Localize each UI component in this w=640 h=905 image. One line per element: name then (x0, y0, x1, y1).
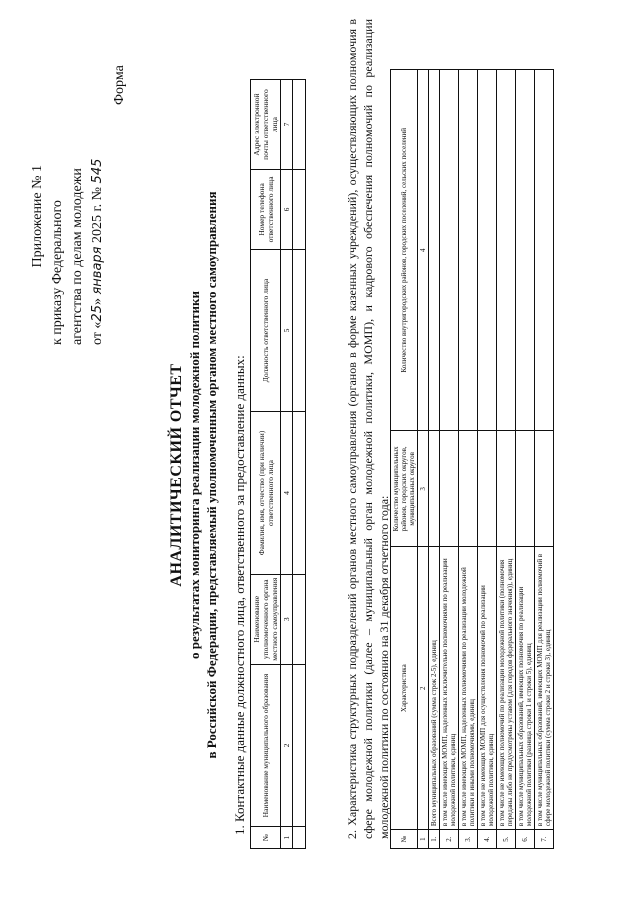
contacts-number-row (281, 80, 293, 849)
row-text: в том числе муниципальных образований, имеющих МОМП для реализации полномочий в сфере молодежной политики (сумма строки 2 и строки 3), единиц (535, 547, 554, 830)
value-cell[interactable] (459, 70, 478, 431)
col-num-7: 7 (281, 80, 293, 170)
table-row (497, 70, 516, 849)
date-year: 2025 г. № (90, 183, 105, 247)
date-prefix: от « (90, 321, 105, 345)
appendix-agency-line: агентства по делам молодежи (70, 168, 85, 345)
char-header-districts: Количество муниципальных районов, городских округов, муниципальных округов (391, 431, 418, 547)
char-header-settlements: Количество внутригородских районов, городских поселений, сельских поселений (391, 70, 418, 431)
empty-cell[interactable] (293, 827, 306, 849)
contacts-header-municipality: Наименование муниципального образования (251, 664, 281, 826)
value-cell[interactable] (497, 70, 516, 431)
row-num: 6. (516, 830, 535, 849)
char-header-num: № (391, 830, 418, 849)
section2-text: 2. Характеристика структурных подразделений органов местного самоуправления (органов в форме казенных учреждений), осуществляющих полномочия в сфере молодежной политики (далее – муниципальный орган молодежной политики, МОМП), и кадрового обеспечения полномочий по реализации молодежной политики по состоянию на 31 декабря отчетного года: (345, 19, 391, 839)
empty-cell[interactable] (293, 249, 306, 411)
value-cell[interactable] (440, 431, 459, 547)
col-num-1: 1 (281, 827, 293, 849)
value-cell[interactable] (459, 431, 478, 547)
contacts-header-row (251, 80, 281, 849)
order-number: 545 (90, 158, 105, 184)
empty-cell[interactable] (293, 80, 306, 170)
col-num-3: 3 (281, 574, 293, 664)
value-cell[interactable] (535, 431, 554, 547)
appendix-date-line (88, 45, 108, 345)
form-label: Форма (112, 65, 127, 105)
contacts-table (250, 79, 306, 849)
table-row (478, 70, 497, 849)
contacts-header-phone: Номер телефона ответственного лица (251, 170, 281, 250)
empty-cell[interactable] (293, 664, 306, 826)
empty-cell[interactable] (293, 574, 306, 664)
table-row (516, 70, 535, 849)
empty-cell[interactable] (293, 412, 306, 574)
date-day: 25 (90, 305, 105, 322)
contacts-empty-row (293, 80, 306, 849)
row-num: 4. (478, 830, 497, 849)
row-text: в том числе муниципальных образований, имеющих полномочия по реализации молодежной политики (разница строки 1 и строки 5), единиц (516, 547, 535, 830)
value-cell[interactable] (429, 431, 440, 547)
row-num: 3. (459, 830, 478, 849)
row-num: 5. (497, 830, 516, 849)
char-number-row (418, 70, 429, 849)
date-mid: » (90, 294, 105, 306)
title-block (168, 155, 220, 795)
row-text: в том числе не имеющих полномочий по реализации молодежной политики (полномочия переданы либо не предусмотрены уставом (для городов федерального значения)), единиц (497, 547, 516, 830)
char-header-row (391, 70, 418, 849)
char-header-characteristic: Характеристика (391, 547, 418, 830)
report-subtitle-2: в Российской Федерации, представляемый уполномоченным органом местного самоуправления (204, 191, 219, 759)
row-num: 2. (440, 830, 459, 849)
col-num-6: 6 (281, 170, 293, 250)
table-row (440, 70, 459, 849)
row-num: 1. (429, 830, 440, 849)
char-col-num-1: 1 (418, 830, 429, 849)
row-num: 7. (535, 830, 554, 849)
table-row (429, 70, 440, 849)
row-text: в том числе имеющих МОМП, наделенных исключительно полномочиями по реализации молодежной политики, единиц (440, 547, 459, 830)
report-subtitle-1: о результатах мониторинга реализации молодежной политики (187, 290, 202, 660)
value-cell[interactable] (516, 70, 535, 431)
col-num-5: 5 (281, 249, 293, 411)
value-cell[interactable] (516, 431, 535, 547)
row-text: в том числе не имеющих МОМП для осуществления полномочий по реализации молодежной политики, единиц (478, 547, 497, 830)
appendix-block (28, 45, 108, 345)
empty-cell[interactable] (293, 170, 306, 250)
row-text: Всего муниципальных образований (сумма строк 2-5), единиц (429, 547, 440, 830)
table-row (459, 70, 478, 849)
char-col-num-2: 2 (418, 547, 429, 830)
col-num-2: 2 (281, 664, 293, 826)
characteristics-table (390, 69, 554, 849)
contacts-header-email: Адрес электронной почты ответственного лица (251, 80, 281, 170)
contacts-header-body: Наименование уполномоченного органа местного самоуправления (251, 574, 281, 664)
value-cell[interactable] (440, 70, 459, 431)
char-col-num-4: 4 (418, 70, 429, 431)
date-month: января (90, 246, 105, 295)
report-title: АНАЛИТИЧЕСКИЙ ОТЧЕТ (168, 363, 185, 587)
value-cell[interactable] (429, 70, 440, 431)
value-cell[interactable] (497, 431, 516, 547)
table-row (535, 70, 554, 849)
section1-heading: 1. Контактные данные должностного лица, ответственного за предоставление данных: (232, 355, 247, 835)
char-col-num-3: 3 (418, 431, 429, 547)
appendix-order-line: к приказу Федерального (50, 200, 65, 345)
contacts-header-fullname: Фамилия, имя, отчество (при наличии) ответственного лица (251, 412, 281, 574)
contacts-header-position: Должность ответственного лица (251, 249, 281, 411)
value-cell[interactable] (478, 431, 497, 547)
appendix-number: Приложение № 1 (30, 165, 45, 268)
value-cell[interactable] (535, 70, 554, 431)
row-text: в том числе имеющих МОМП, наделенных полномочиями по реализации молодежной политики и иными полномочиями, единиц (459, 547, 478, 830)
col-num-4: 4 (281, 412, 293, 574)
contacts-header-num: № (251, 827, 281, 849)
value-cell[interactable] (478, 70, 497, 431)
